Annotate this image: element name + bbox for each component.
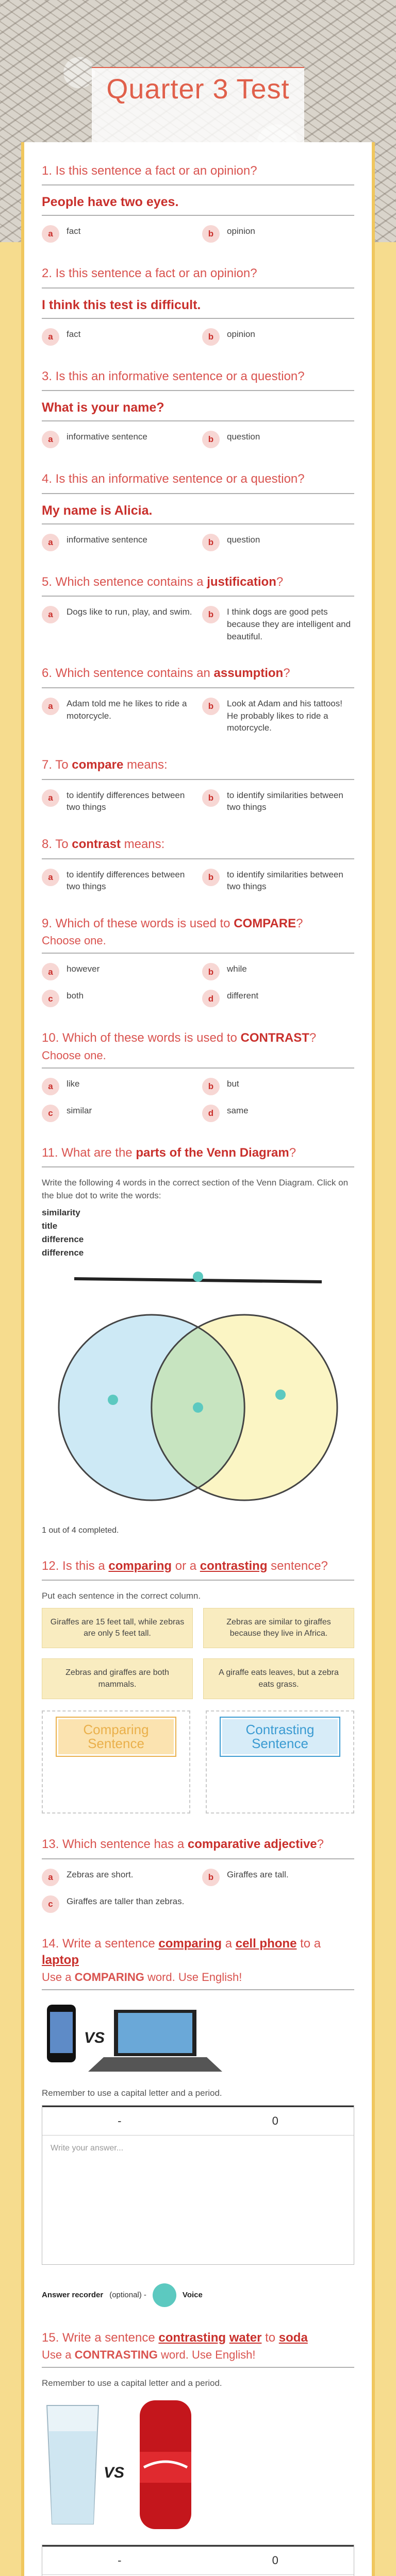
- choices: [42, 606, 354, 642]
- blue-dot-icon[interactable]: [193, 1402, 203, 1413]
- letter-badge: a: [42, 869, 59, 886]
- prompt-keyword: parts of the Venn Diagram: [136, 1145, 289, 1160]
- subprompt-text: Use a: [42, 1971, 75, 1984]
- word-item[interactable]: title: [42, 1221, 58, 1231]
- letter-badge: d: [202, 1105, 220, 1122]
- sort-card[interactable]: Zebras and giraffes are both mammals.: [42, 1658, 193, 1699]
- prompt-keyword: assumption: [213, 666, 284, 681]
- letter-badge: b: [202, 534, 220, 551]
- answer-box: [42, 2545, 354, 2576]
- question-9: [42, 916, 354, 1007]
- subprompt-text: word. Use English!: [144, 1971, 242, 1984]
- choice-b[interactable]: [202, 431, 354, 448]
- choice-label: both: [67, 991, 84, 1001]
- question-10: [42, 1030, 354, 1122]
- choices: [42, 328, 354, 346]
- laptop-base: [88, 2057, 222, 2072]
- choice-b[interactable]: [202, 606, 354, 642]
- letter-badge: b: [202, 698, 220, 715]
- venn-svg: [43, 1263, 353, 1521]
- answer-recorder: [42, 2283, 354, 2307]
- letter-badge: c: [42, 1105, 59, 1122]
- laptop-screen: [118, 2013, 192, 2053]
- divider: [42, 184, 354, 185]
- choice-label: Giraffes are taller than zebras.: [67, 1896, 185, 1906]
- letter-badge: b: [202, 606, 220, 623]
- choice-b[interactable]: [202, 698, 354, 734]
- prompt-text: 5. Which sentence contains a: [42, 574, 207, 589]
- choice-a[interactable]: [42, 1078, 194, 1095]
- choice-label: I think dogs are good pets because they are intelligent and beautiful.: [227, 606, 351, 641]
- letter-badge: a: [42, 698, 59, 715]
- choice-label: fact: [67, 329, 81, 339]
- question-subprompt: [42, 1971, 354, 1984]
- letter-badge: a: [42, 1078, 59, 1095]
- choice-d[interactable]: [202, 990, 354, 1007]
- letter-badge: a: [42, 225, 59, 243]
- sort-bins: [42, 1710, 354, 1814]
- word-item[interactable]: difference: [42, 1234, 84, 1244]
- question-4: [42, 471, 354, 551]
- prompt-text: to: [261, 2330, 279, 2345]
- word-item[interactable]: similarity: [42, 1207, 80, 1217]
- question-15: [42, 2330, 354, 2576]
- choices: [42, 698, 354, 734]
- prompt-text: sentence?: [267, 1558, 328, 1573]
- record-icon[interactable]: [153, 2283, 176, 2307]
- choice-d[interactable]: [202, 1105, 354, 1122]
- prompt-text: means:: [120, 837, 165, 852]
- prompt-text: ?: [283, 666, 290, 681]
- divider: [42, 493, 354, 494]
- divider: [42, 1166, 354, 1167]
- letter-badge: b: [202, 869, 220, 886]
- question-prompt: [42, 1145, 354, 1161]
- toolbar-button[interactable]: 0: [272, 2553, 278, 2567]
- choices: [42, 1078, 354, 1122]
- choice-label: Adam told me he likes to ride a motorcycle.: [67, 698, 187, 721]
- prompt-keyword: comparative adjective: [187, 1837, 317, 1852]
- choices: [42, 225, 354, 243]
- prompt-text: 13. Which sentence has a: [42, 1837, 188, 1852]
- choice-label: however: [67, 964, 100, 974]
- prompt-keyword: CONTRAST: [240, 1031, 309, 1045]
- blue-dot-icon[interactable]: [275, 1389, 286, 1400]
- prompt-text: ?: [276, 574, 284, 589]
- choice-label: question: [227, 534, 260, 545]
- question-prompt: [42, 836, 354, 853]
- subprompt-keyword: CONTRASTING: [74, 2348, 158, 2362]
- prompt-keyword: cell phone: [235, 1936, 297, 1951]
- choice-c[interactable]: [42, 990, 194, 1007]
- question-subprompt: [42, 2348, 354, 2362]
- letter-badge: a: [42, 963, 59, 980]
- prompt-text: or a: [172, 1558, 200, 1573]
- sort-cards: [42, 1608, 354, 1700]
- question-prompt: 1. Is this sentence a fact or an opinion?: [42, 164, 257, 178]
- question-subprompt: Choose one.: [42, 934, 106, 947]
- choice-a[interactable]: [42, 534, 194, 551]
- choice-a[interactable]: [42, 431, 194, 448]
- letter-badge: b: [202, 963, 220, 980]
- water-soda-illustration: [42, 2395, 207, 2534]
- prompt-keyword: comparing: [108, 1558, 172, 1573]
- prompt-keyword: COMPARE: [234, 917, 296, 931]
- divider: [42, 953, 354, 954]
- question-14: [42, 1936, 354, 2307]
- question-5: [42, 574, 354, 643]
- test-sheet: [21, 142, 375, 2576]
- prompt-text: 12. Is this a: [42, 1558, 109, 1573]
- choice-b[interactable]: [202, 789, 354, 814]
- choice-b[interactable]: [202, 1078, 354, 1095]
- question-prompt: 2. Is this sentence a fact or an opinion?: [42, 266, 257, 281]
- question-12: [42, 1558, 354, 1814]
- editor-toolbar: [42, 2106, 354, 2136]
- toolbar-button[interactable]: -: [118, 2114, 122, 2127]
- letter-badge: b: [202, 1078, 220, 1095]
- prompt-keyword: compare: [72, 758, 124, 772]
- choice-label: Zebras are short.: [67, 1869, 134, 1879]
- question-prompt: [42, 757, 354, 773]
- choice-a[interactable]: [42, 698, 194, 734]
- choices: [42, 534, 354, 551]
- sort-card[interactable]: A giraffe eats leaves, but a zebra eats grass.: [203, 1658, 354, 1699]
- question-prompt: [42, 2330, 354, 2346]
- choice-label: same: [227, 1105, 249, 1115]
- prompt-text: 15. Write a sentence: [42, 2330, 159, 2345]
- prompt-text: a: [222, 1936, 236, 1951]
- choice-a[interactable]: [42, 1869, 194, 1886]
- prompt-text: means:: [123, 758, 168, 772]
- water-vs-soda-image: [42, 2395, 354, 2534]
- progress-text: 1 out of 4 completed.: [42, 1526, 119, 1535]
- choice-b[interactable]: [202, 328, 354, 346]
- choice-a[interactable]: [42, 328, 194, 346]
- divider: [42, 779, 354, 780]
- answer-input[interactable]: Write your answer...: [51, 2143, 124, 2153]
- choice-label: to identify differences between two things: [67, 869, 185, 892]
- question-prompt: 4. Is this an informative sentence or a question?: [42, 472, 305, 486]
- question-sentence: People have two eyes.: [42, 195, 354, 216]
- choice-label: informative sentence: [67, 432, 147, 442]
- divider: [42, 1067, 354, 1069]
- prompt-text: to a: [296, 1936, 321, 1951]
- choice-b[interactable]: [202, 225, 354, 243]
- divider: [42, 287, 354, 289]
- letter-badge: b: [202, 225, 220, 243]
- question-prompt: [42, 1836, 354, 1853]
- choice-label: like: [67, 1078, 80, 1089]
- contrasting-label: Contrasting Sentence: [221, 1718, 339, 1756]
- subprompt-text: Use a: [42, 2348, 75, 2362]
- letter-badge: a: [42, 328, 59, 346]
- question-3: [42, 368, 354, 448]
- choices: [42, 963, 354, 1007]
- choice-label: Giraffes are tall.: [227, 1869, 289, 1879]
- choice-b[interactable]: [202, 869, 354, 893]
- question-prompt: [42, 1936, 354, 1969]
- reminder: Remember to use a capital letter and a period.: [42, 2088, 222, 2098]
- question-subprompt: Choose one.: [42, 1048, 106, 1062]
- question-sentence: What is your name?: [42, 400, 354, 421]
- choice-b[interactable]: [202, 1869, 354, 1886]
- choice-label: Look at Adam and his tattoos! He probably likes to ride a motorcycle.: [227, 698, 342, 733]
- letter-badge: b: [202, 1869, 220, 1886]
- divider: [42, 2367, 354, 2368]
- divider: [42, 1989, 354, 1990]
- letter-badge: b: [202, 328, 220, 346]
- toolbar-button[interactable]: 0: [272, 2114, 278, 2127]
- choice-label: while: [227, 964, 247, 974]
- blue-dot-icon[interactable]: [193, 1272, 203, 1282]
- prompt-keyword: contrasting: [158, 2330, 226, 2345]
- prompt-keyword: contrasting: [200, 1558, 268, 1573]
- word-list: [42, 1208, 354, 1258]
- choices: [42, 431, 354, 448]
- prompt-text: ?: [296, 917, 303, 931]
- question-prompt: [42, 1030, 354, 1046]
- choice-label: different: [227, 991, 259, 1001]
- divider: [42, 1580, 354, 1581]
- recorder-voice: Voice: [182, 2291, 203, 2300]
- prompt-text: ?: [309, 1031, 317, 1045]
- contrasting-drop-zone[interactable]: [206, 1710, 354, 1814]
- prompt-text: 8. To: [42, 837, 72, 852]
- question-8: [42, 836, 354, 893]
- page-title: Quarter 3 Test: [106, 74, 290, 105]
- answer-box: [42, 2105, 354, 2265]
- water: [49, 2431, 96, 2524]
- choice-label: to identify similarities between two things: [227, 790, 343, 812]
- choice-label: but: [227, 1078, 239, 1089]
- vs-label: VS: [84, 2029, 105, 2047]
- recorder-optional: (optional) -: [109, 2291, 146, 2300]
- choice-label: question: [227, 432, 260, 442]
- title-box: [92, 67, 304, 155]
- sort-card[interactable]: Giraffes are 15 feet tall, while zebras are only 5 feet tall.: [42, 1608, 193, 1649]
- letter-badge: d: [202, 990, 220, 1007]
- instructions: Write the following 4 words in the correct section of the Venn Diagram. Click on the blue dot to write the words:: [42, 1178, 349, 1200]
- prompt-keyword: water: [229, 2330, 262, 2345]
- sort-card[interactable]: Zebras are similar to giraffes because they live in Africa.: [203, 1608, 354, 1649]
- phone-screen: [50, 2012, 73, 2053]
- question-13: [42, 1836, 354, 1912]
- choice-label: informative sentence: [67, 534, 147, 545]
- recorder-label: Answer recorder: [42, 2291, 104, 2300]
- question-prompt: 3. Is this an informative sentence or a question?: [42, 369, 305, 383]
- prompt-keyword: justification: [207, 574, 276, 589]
- prompt-keyword: comparing: [158, 1936, 222, 1951]
- prompt-text: 6. Which sentence contains an: [42, 666, 214, 681]
- prompt-text: [226, 2331, 229, 2345]
- instructions: Put each sentence in the correct column.: [42, 1590, 201, 1601]
- blue-dot-icon[interactable]: [108, 1395, 118, 1405]
- prompt-keyword: laptop: [42, 1953, 79, 1967]
- question-prompt: [42, 665, 354, 682]
- question-2: [42, 265, 354, 345]
- letter-badge: a: [42, 606, 59, 623]
- question-6: [42, 665, 354, 734]
- choices: [42, 789, 354, 814]
- reminder: Remember to use a capital letter and a period.: [42, 2378, 222, 2388]
- letter-badge: c: [42, 990, 59, 1007]
- question-sentence: I think this test is difficult.: [42, 298, 354, 319]
- title-area: [0, 0, 396, 155]
- choice-label: to identify differences between two things: [67, 790, 185, 812]
- letter-badge: a: [42, 534, 59, 551]
- prompt-text: ?: [317, 1837, 324, 1852]
- letter-badge: a: [42, 1869, 59, 1886]
- choices: [42, 869, 354, 893]
- vs-label: VS: [104, 2464, 125, 2481]
- comparing-label: Comparing Sentence: [57, 1718, 175, 1756]
- choice-label: opinion: [227, 226, 255, 236]
- question-prompt: [42, 916, 354, 932]
- choice-label: fact: [67, 226, 81, 236]
- prompt-text: 11. What are the: [42, 1145, 136, 1160]
- editor-toolbar: [42, 2545, 354, 2575]
- prompt-keyword: contrast: [72, 837, 121, 852]
- question-prompt: [42, 1558, 354, 1574]
- question-7: [42, 757, 354, 814]
- divider: [42, 858, 354, 859]
- prompt-text: 9. Which of these words is used to: [42, 917, 234, 931]
- question-1: [42, 163, 354, 243]
- choice-b[interactable]: [202, 963, 354, 980]
- choice-c[interactable]: [42, 1105, 194, 1122]
- choice-a[interactable]: [42, 606, 194, 642]
- comparing-drop-zone[interactable]: [42, 1710, 190, 1814]
- prompt-keyword: soda: [278, 2330, 308, 2345]
- choices: [42, 1869, 354, 1913]
- choice-a[interactable]: [42, 225, 194, 243]
- letter-badge: a: [42, 431, 59, 448]
- choice-a[interactable]: [42, 869, 194, 893]
- letter-badge: b: [202, 431, 220, 448]
- toolbar-button[interactable]: -: [118, 2553, 122, 2567]
- subprompt-keyword: COMPARING: [74, 1971, 144, 1984]
- phone-laptop-illustration: [42, 1999, 238, 2077]
- letter-badge: a: [42, 789, 59, 807]
- choice-label: similar: [67, 1105, 92, 1115]
- prompt-text: 10. Which of these words is used to: [42, 1031, 241, 1045]
- subprompt-text: word. Use English!: [157, 2348, 256, 2362]
- choice-b[interactable]: [202, 534, 354, 551]
- bottle-label: [140, 2452, 191, 2483]
- question-sentence: My name is Alicia.: [42, 503, 354, 524]
- letter-badge: c: [42, 1895, 59, 1913]
- choice-label: to identify similarities between two things: [227, 869, 343, 892]
- prompt-text: 7. To: [42, 758, 72, 772]
- prompt-text: ?: [289, 1145, 296, 1160]
- question-11: [42, 1145, 354, 1535]
- divider: [42, 1858, 354, 1859]
- phone-vs-laptop-image: [42, 1999, 354, 2077]
- divider: [42, 390, 354, 391]
- prompt-text: 14. Write a sentence: [42, 1936, 159, 1951]
- divider: [42, 596, 354, 597]
- choice-label: Dogs like to run, play, and swim.: [67, 606, 192, 617]
- venn-diagram: [43, 1263, 353, 1521]
- choice-c[interactable]: [42, 1895, 194, 1913]
- word-item[interactable]: difference: [42, 1247, 84, 1258]
- choice-label: opinion: [227, 329, 255, 339]
- divider: [42, 687, 354, 688]
- question-prompt: [42, 574, 354, 590]
- choice-a[interactable]: [42, 963, 194, 980]
- choice-a[interactable]: [42, 789, 194, 814]
- letter-badge: b: [202, 789, 220, 807]
